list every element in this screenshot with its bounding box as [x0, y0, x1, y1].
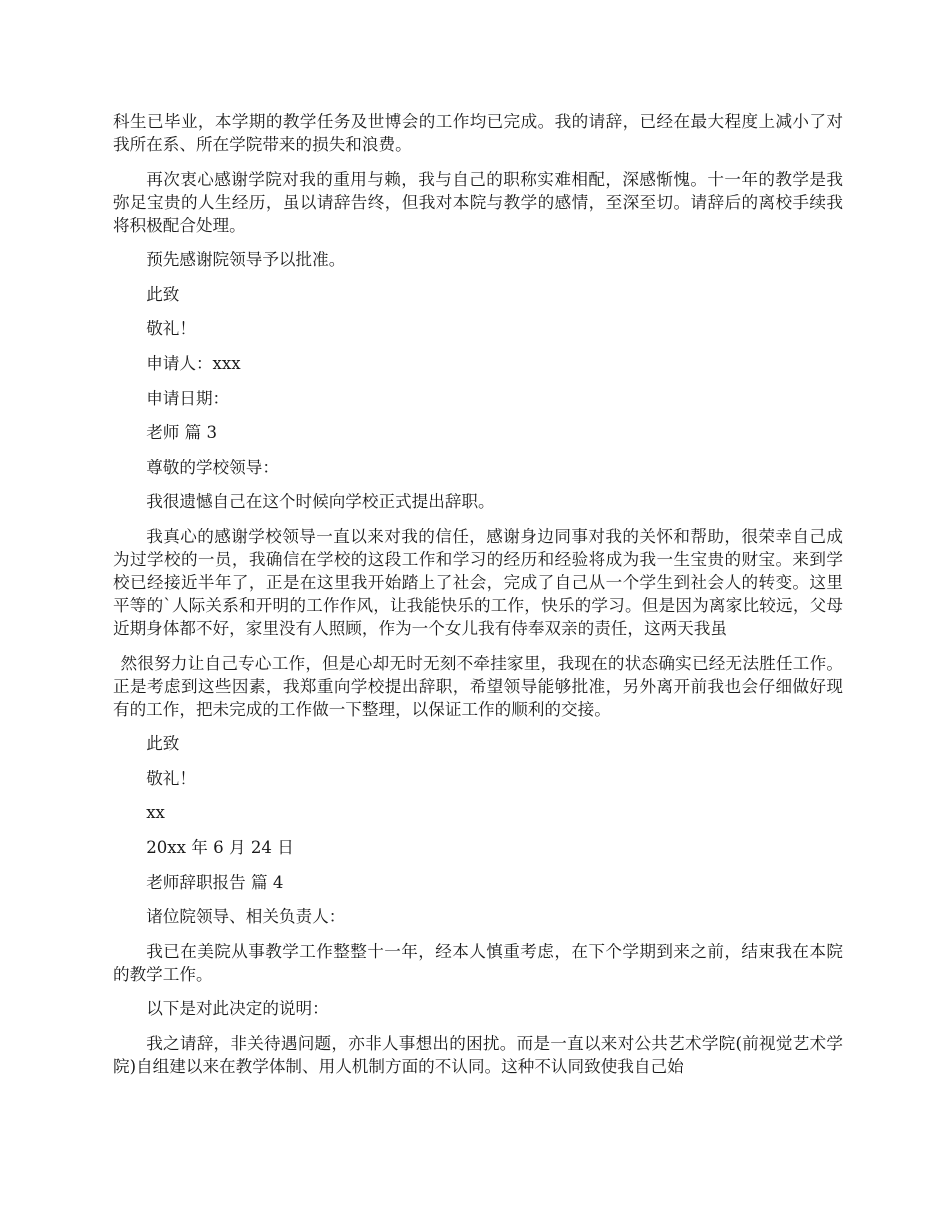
paragraph-continuation: 科生已毕业，本学期的教学任务及世博会的工作均已完成。我的请辞，已经在最大程度上减小了对我所在系、所在学院带来的损失和浪费。: [113, 112, 843, 154]
closing-cizhi-2: 此致: [146, 734, 180, 754]
application-date-line: 申请日期：: [146, 388, 230, 408]
paragraph-approval: 预先感谢院领导予以批准。: [146, 250, 346, 270]
closing-jingli-2: 敬礼！: [146, 768, 196, 788]
paragraph-resign-statement: 我很遗憾自己在这个时候向学校正式提出辞职。: [146, 492, 495, 512]
section-heading-4: 老师辞职报告 篇 4: [146, 872, 284, 892]
document-page: [113, 110, 843, 1089]
date-line: 20xx 年 6 月 24 日: [146, 837, 294, 857]
salutation-school-leaders: 尊敬的学校领导：: [146, 457, 279, 477]
salutation-college-leaders: 诸位院领导、相关负责人：: [146, 907, 346, 927]
closing-cizhi: 此致: [146, 284, 180, 304]
applicant-line: 申请人：xxx: [146, 353, 241, 373]
paragraph-decision: 我已在美院从事教学工作整整十一年，经本人慎重考虑，在下个学期到来之前，结束我在本院的教学工作。: [113, 941, 843, 984]
paragraph-explanation-intro: 以下是对此决定的说明：: [146, 999, 329, 1019]
closing-jingli: 敬礼！: [146, 319, 196, 339]
section-heading-3: 老师 篇 3: [146, 423, 218, 443]
paragraph-reasons: 然很努力让自己专心工作，但是心却无时无刻不牵挂家里，我现在的状态确实已经无法胜任工作。正是考虑到这些因素，我郑重向学校提出辞职，希望领导能够批准，另外离开前我也会仔细做好现有的工作，把未完成的工作做一下整理，以保证工作的顺利的交接。: [113, 653, 843, 719]
paragraph-thanks: 再次衷心感谢学院对我的重用与赖，我与自己的职称实难相配，深感惭愧。十一年的教学是我弥足宝贵的人生经历，虽以请辞告终，但我对本院与教学的感情，至深至切。请辞后的离校手续我将积极配合处理。: [113, 169, 843, 235]
paragraph-explanation: 我之请辞，非关待遇问题，亦非人事想出的困扰。而是一直以来对公共艺术学院(前视觉艺术学院)自组建以来在教学体制、用人机制方面的不认同。这种不认同致使我自己始: [113, 1033, 843, 1076]
signature-line: xx: [146, 803, 165, 823]
paragraph-gratitude: 我真心的感谢学校领导一直以来对我的信任，感谢身边同事对我的关怀和帮助，很荣幸自己成为过学校的一员，我确信在学校的这段工作和学习的经历和经验将成为我一生宝贵的财宝。来到学校已经接近半年了，正是在这里我开始踏上了社会，完成了自己从一个学生到社会人的转变。这里平等的`人际关系和开明的工作作风，让我能快乐的工作，快乐的学习。但是因为离家比较远，父母近期身体都不好，家里没有人照顾，作为一个女儿我有侍奉双亲的责任，这两天我虽: [113, 526, 843, 638]
